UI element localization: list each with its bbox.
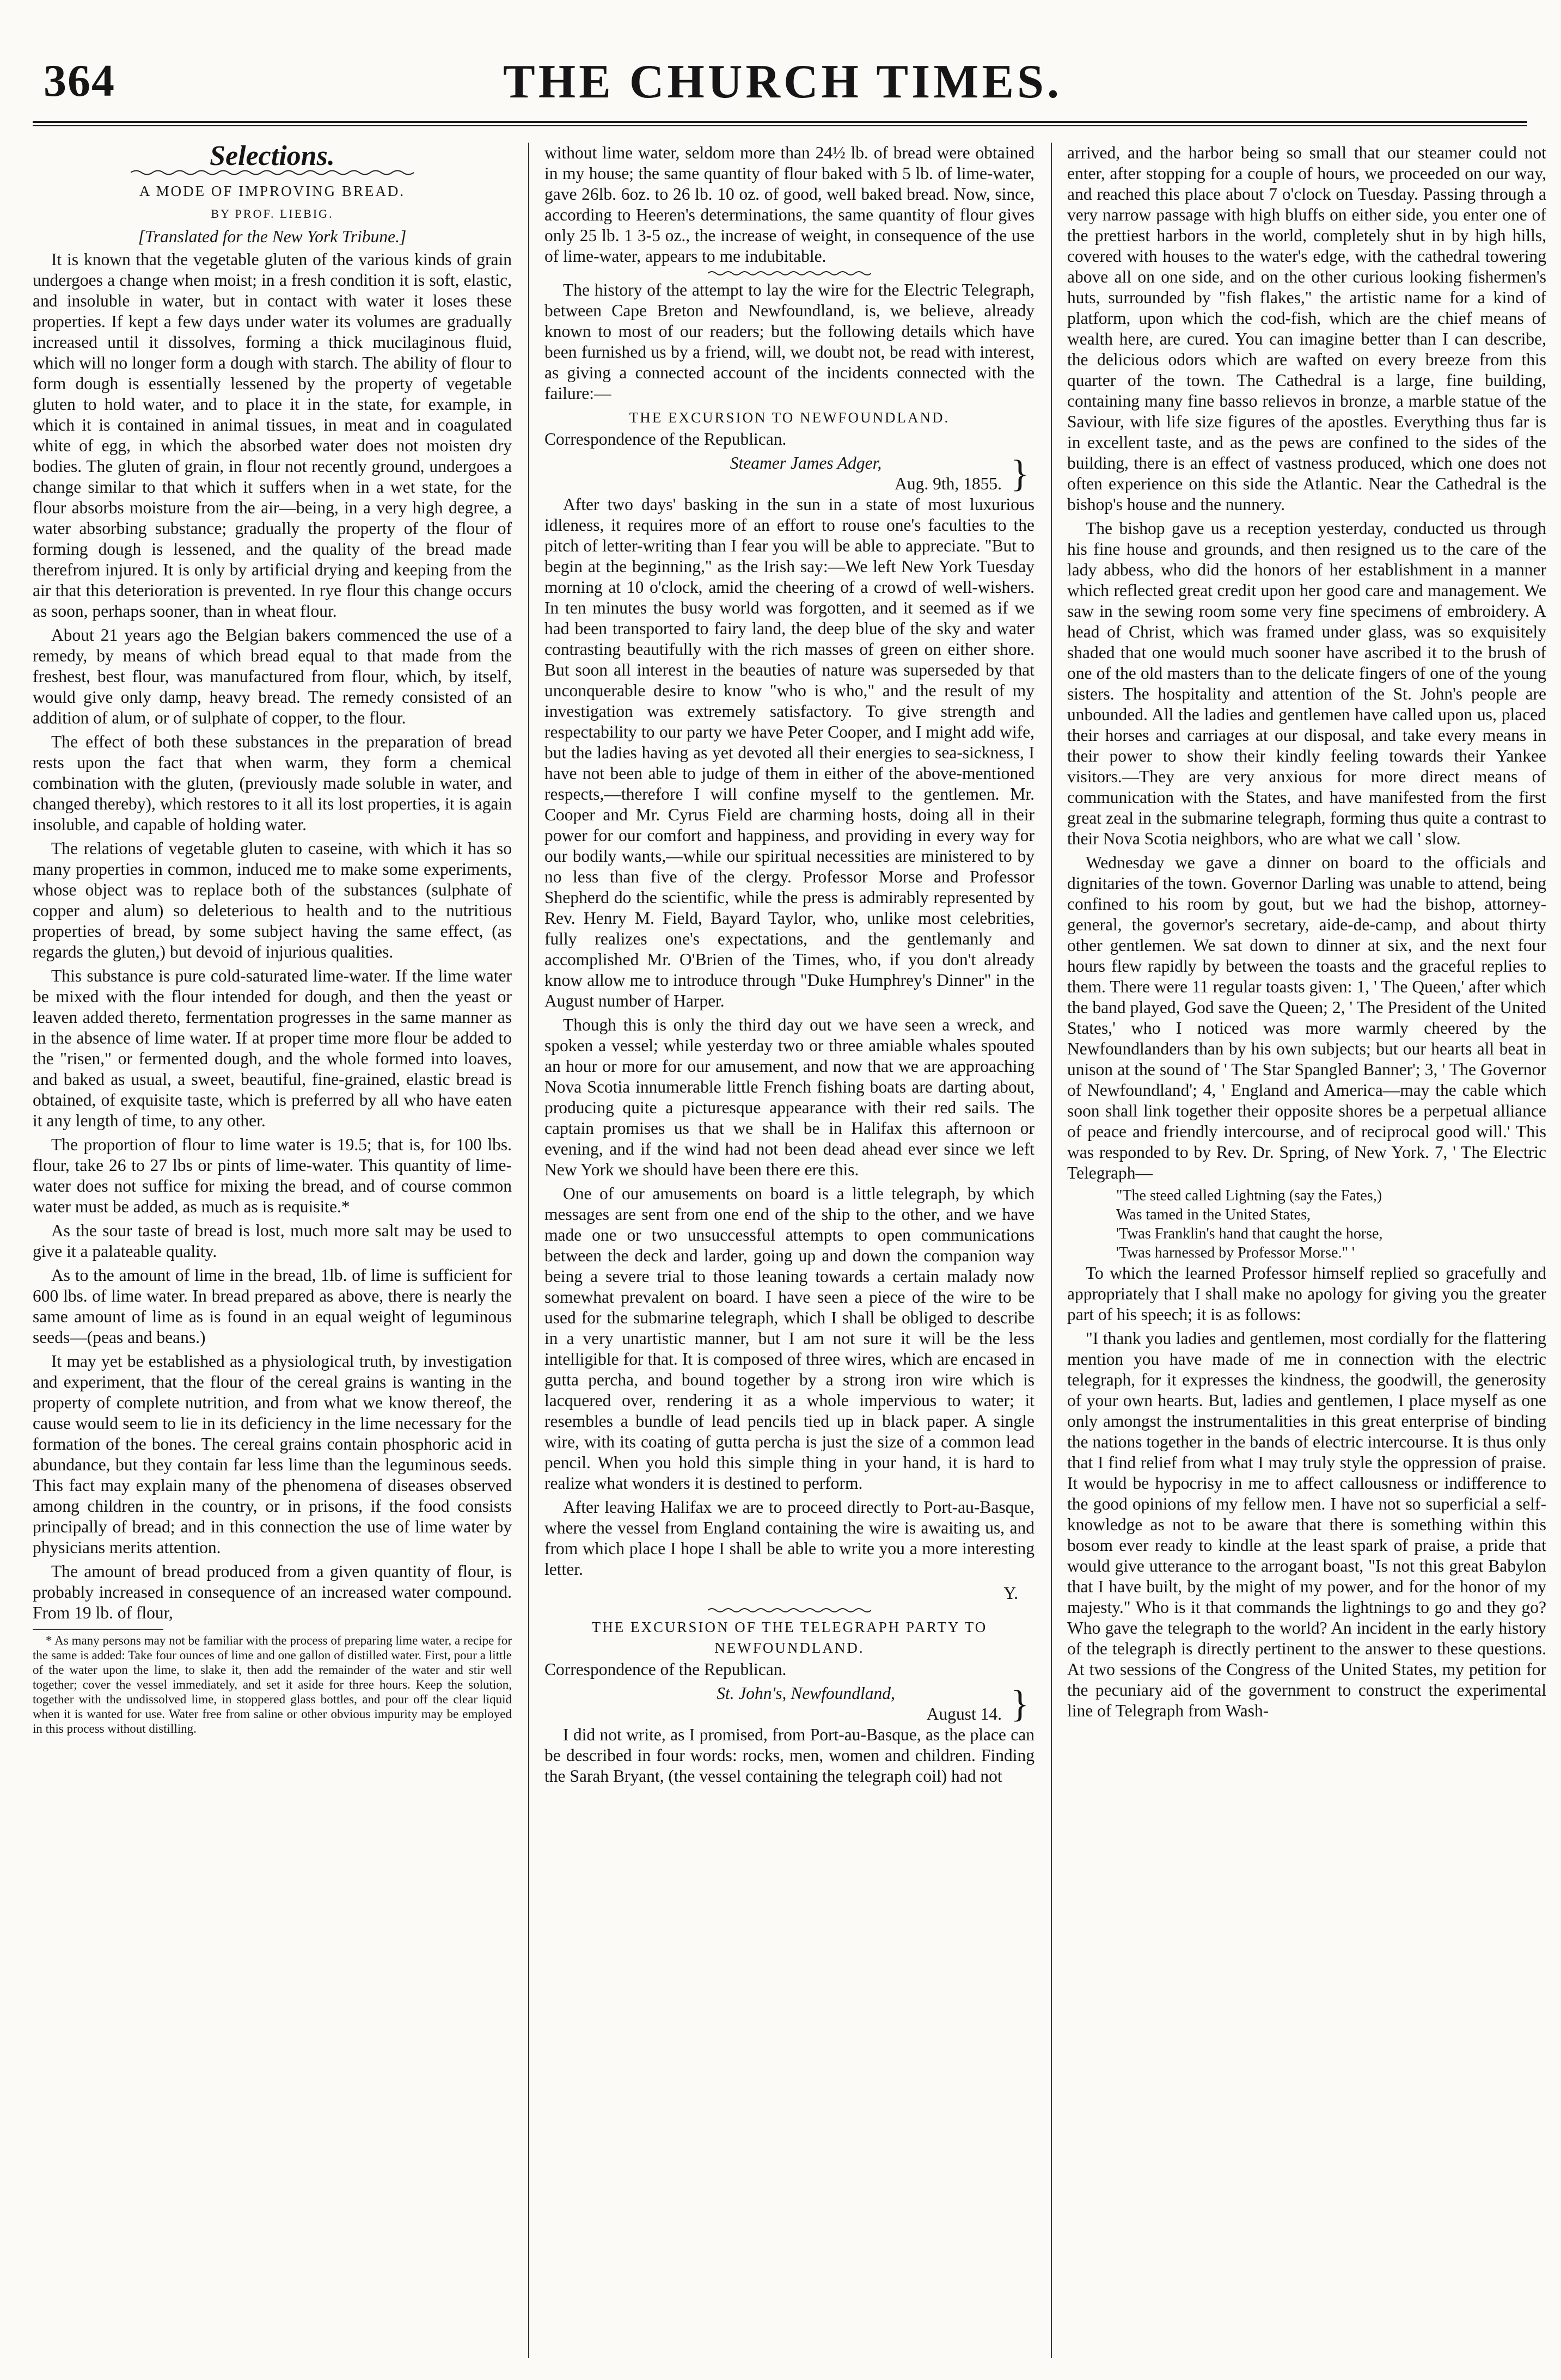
paragraph: One of our amusements on board is a little telegraph, by which messages are sent from one end of the ship to the other, and we have made one or two unsuccessful attempts to open communications between the deck and larder, going up and down the companion way being a severe trial to those leaning towards a certain malady now somewhat prevalent on board. I have seen a piece of the wire to be used for the submarine telegraph, which I shall be obliged to describe in a very unartistic manner, but I am not sure it will be the less intelligible for that. It is composed of three wires, which are encased in gutta percha, and bound together by a strong iron wire which is lacquered over, rendering it as a whole impervious to water; it resembles a bundle of lead pencils tied up in black paper. A single wire, with its coating of gutta percha is just the size of a common lead pencil. When you hold this simple thing in your hand, it is hard to realize what wonders it is destined to perform.: [544, 1184, 1034, 1493]
paragraph: The relations of vegetable gluten to caseine, with which it has so many properties in common, induced me to make some experiments, whose object was to replace both of the substances (sulphate of copper and alum) so deleterious to health and to the nutritious properties of bread, by some subject having the same effect, (as regards the gluten,) but devoid of injurious qualities.: [33, 839, 512, 961]
dateline-place: Steamer James Adger,: [730, 453, 882, 473]
poem-line: 'Twas harnessed by Professor Morse." ': [1116, 1244, 1355, 1261]
dateline-date: Aug. 9th, 1855.: [895, 474, 1002, 493]
poem-line: 'Twas Franklin's hand that caught the horse,: [1116, 1225, 1383, 1242]
section-heading: Selections.: [210, 143, 335, 171]
masthead: [22, 54, 1544, 114]
paragraph: "I thank you ladies and gentlemen, most cordially for the flattering mention you have made of me in connection with the electric telegraph, for it expresses the kindness, the goodwill, the generosity of your own hearts. But, ladies and gentlemen, I place myself as one only amongst the instrumentalities in this great enterprise of binding the nations together in the bands of electric intercourse. It is thus only that I find relief from what I may truly style the oppression of praise. It would be hypocrisy in me to affect callousness or indifference to the good opinions of my fellow men. I have not so superficial a self-knowledge as not to be aware that there is something within this bosom ever ready to kindle at the least spark of praise, a pride that would give utterance to the arrogant boast, "Is not this great Babylon that I have built, by the might of my power, and for the honor of my majesty." Who is it that commands the lightnings to go and they go? Who gave the telegraph to the world? An incident in the early history of the telegraph is directly pertinent to the answer to these questions. At two sessions of the Congress of the United States, my petition for the pecuniary aid of the government to construct the experimental line of Telegraph from Wash-: [1067, 1329, 1546, 1720]
paragraph: Wednesday we gave a dinner on board to the officials and dignitaries of the town. Governor Darling was unable to attend, being confined to his room by gout, but we had the bishop, attorney-general, the governor's secretary, aide-de-camp, and about thirty other gentlemen. We sat down to dinner at six, and the next four hours flew rapidly by between the toasts and the graceful replies to them. There were 11 regular toasts given: 1, ' The Queen,' after which the band played, God save the Queen; 2, ' The President of the United States,' who I noticed was more warmly cheered by the Newfoundlanders than by his own subjects; but our hearts all beat in unison at the sound of ' The Star Spangled Banner'; 3, ' The Governor of Newfoundland'; 4, ' England and America—may the cable which soon shall link together their opposite shores be a perpetual alliance of peace and friendly intercourse, and of reciprocal good will.' This was responded to by Rev. Dr. Spring, of New York. 7, ' The Electric Telegraph—: [1067, 853, 1546, 1182]
wavy-rule: [708, 270, 871, 277]
paragraph: To which the learned Professor himself replied so gracefully and appropriately that I shall make no apology for giving you the greater part of his speech; it is as follows:: [1067, 1263, 1546, 1324]
paragraph: As the sour taste of bread is lost, much more salt may be used to give it a palateable quality.: [33, 1221, 512, 1261]
dateline: [544, 453, 1034, 494]
masthead-rule-thin: [33, 125, 1527, 126]
page-number: 364: [44, 56, 115, 106]
correspondence-line: Correspondence of the Republican.: [544, 1660, 787, 1679]
column-divider: [1051, 143, 1052, 2358]
footnote-rule: [33, 1629, 163, 1630]
paragraph: After leaving Halifax we are to proceed directly to Port-au-Basque, where the vessel from England containing the wire is awaiting us, and from which place I hope I shall be able to write you a more interesting letter.: [544, 1498, 1034, 1579]
dateline: [544, 1683, 1034, 1725]
correspondence-line: Correspondence of the Republican.: [544, 430, 787, 449]
article-title: THE EXCURSION OF THE TELEGRAPH PARTY TO NEWFOUNDLAND.: [591, 1619, 988, 1656]
byline: BY PROF. LIEBIG.: [211, 207, 334, 220]
translation-note: [Translated for the New York Tribune.]: [138, 227, 407, 246]
paragraph: It is known that the vegetable gluten of the various kinds of grain undergoes a change when moist; in a fresh condition it is soft, elastic, and insoluble in water, but in contact with water it loses these properties. If kept a few days under water its volumes are gradually increased until it dissolves, forming a thick mucilaginous fluid, which will no longer form a dough with starch. The ability of flour to form dough is essentially lessened by the property of vegetable gluten to hold water, and to place it in the state, for example, in which it is contained in animal tissues, in meat and in coagulated white of egg, in which the absorbed water does not moisten dry bodies. The gluten of grain, in flour not recently ground, undergoes a change similar to that which it suffers when in a wet state, for the flour absorbs moisture from the air—being, in a very high degree, a water absorbing substance; gradually the property of the flour of forming dough is lessened, and the quality of the bread made therefrom injured. It is only by artificial drying and keeping from the air that this deterioration is prevented. In rye flour this change occurs as soon, perhaps sooner, than in wheat flour.: [33, 250, 512, 621]
wavy-rule: [708, 1607, 871, 1614]
column-1: [33, 143, 512, 2358]
paragraph: After two days' basking in the sun in a state of most luxurious idleness, it requires more of an effort to rouse one's faculties to the pitch of letter-writing than I fear you will be able to appreciate. "But to begin at the beginning," as the Irish say:—We left New York Tuesday morning at 10 o'clock, amid the cheering of a crowd of well-wishers. In ten minutes the busy world was forgotten, and it seemed as if we had been transported to fairy land, the deep blue of the sky and water contrasting beautifully with the rich masses of green on either shore. But soon all interest in the beauties of nature was superseded by that unconquerable desire to know "who is who," and the result of my investigation was extremely satisfactory. To give strength and respectability to our party we have Peter Cooper, and I might add wife, but the ladies having as yet devoted all their energies to sea-sickness, I have not been able to judge of them in either of the above-mentioned respects,—therefore I will confine myself to the gentlemen. Mr. Cooper and Mr. Cyrus Field are charming hosts, doing all in their power for our comfort and happiness, and providing in every way for our bodily wants,—while our spiritual necessities are ministered to by no less than five of the clergy. Professor Morse and Professor Shepherd do the scientific, while the press is admirably represented by Rev. Henry M. Field, Bayard Taylor, who, unlike most celebrities, fully realizes one's expectations, and the gentlemanly and accomplished Mr. O'Brien of the Times, who, if you don't already know allow me to introduce through "Duke Humphrey's Dinner" in the August number of Harper.: [544, 495, 1034, 1010]
paragraph: The amount of bread produced from a given quantity of flour, is probably increased in consequence of an increased water compound. From 19 lb. of flour,: [33, 1562, 512, 1622]
paragraph: About 21 years ago the Belgian bakers commenced the use of a remedy, by means of which bread equal to that made from the freshest, best flour, was manufactured from flour, which, by itself, would give only damp, heavy bread. The remedy consisted of an addition of alum, or of sulphate of copper, to the flour.: [33, 625, 512, 727]
paragraph: Though this is only the third day out we have seen a wreck, and spoken a vessel; while yesterday two or three amiable whales spouted an hour or more for our amusement, and now that we are approaching Nova Scotia innumerable little French fishing boats are darting about, producing quite a picturesque appearance with their red sails. The captain promises us that we shall be in Halifax this afternoon or evening, and if the wind had not been dead ahead ever since we left New York we should have been there ere this.: [544, 1015, 1034, 1179]
poem-line: "The steed called Lightning (say the Fates,): [1116, 1187, 1382, 1204]
masthead-rule: [33, 121, 1527, 123]
paragraph: arrived, and the harbor being so small that our steamer could not enter, after stopping for a couple of hours, we proceeded on our way, and reached this place about 7 o'clock on Tuesday. Passing through a very narrow passage with high bluffs on either side, you enter one of the prettiest harbors in the world, completely shut in by high hills, covered with houses to the water's edge, with the cathedral towering above all on one side, and on the other curious looking fishermen's huts, surrounded by "fish flakes," the artistic name for a kind of platform, upon which the cod-fish, which are the chief means of wealth here, are cured. You can imagine better than I can describe, the delicious odors which are wafted on every breeze from this quarter of the town. The Cathedral is a large, fine building, containing many fine basso relievos in bronze, a marble statue of the Saviour, with life size figures of the apostles. Everything thus far is in excellent taste, and as the pews are confined to the sides of the building, there is an effect of vastness produced, which one does not often experience on this side the Atlantic. Near the Cathedral is the bishop's house and the nunnery.: [1067, 143, 1546, 514]
footnote: * As many persons may not be familiar with the process of preparing lime water, a recipe for the same is added: Take four ounces of lime and one gallon of distilled water. First, pour a little of the water upon the lime, to slake it, then add the remainder of the water and stir well together; cover the vessel immediately, and set it aside for three hours. Keep the solution, together with the undissolved lime, in stoppered glass bottles, and pour off the clear liquid when it is wanted for use. Water free from saline or other obvious impurity may be employed in this process without distilling.: [33, 1634, 512, 1735]
newspaper-title: THE CHURCH TIMES.: [503, 56, 1062, 108]
column-3: [1067, 143, 1546, 2358]
dateline-date: August 14.: [926, 1704, 1002, 1723]
dateline-place: St. John's, Newfoundland,: [717, 1684, 895, 1703]
column-2: [544, 143, 1034, 2358]
paragraph: It may yet be established as a physiological truth, by investigation and experiment, that the flour of the cereal grains is wanting in the property of complete nutrition, and from what we know thereof, the cause would seem to lie in its deficiency in the lime necessary for the formation of the bones. The cereal grains contain phosphoric acid in abundance, but they contain far less lime than the leguminous seeds. This fact may explain many of the phenomena of diseases observed among children in the country, or in prisons, if the food consists principally of bread; and in this connection the use of lime water by physicians merits attention.: [33, 1352, 512, 1557]
paragraph: I did not write, as I promised, from Port-au-Basque, as the place can be described in four words: rocks, men, women and children. Finding the Sarah Bryant, (the vessel containing the telegraph coil) had not: [544, 1725, 1034, 1786]
poem-line: Was tamed in the United States,: [1116, 1206, 1311, 1223]
article-title: THE EXCURSION TO NEWFOUNDLAND.: [629, 409, 950, 426]
paragraph: The effect of both these substances in the preparation of bread rests upon the fact that when warm, they form a chemical combination with the gluten, (previously made soluble in water, and changed thereby), which restores to it all its lost properties, it is again insoluble, and capable of holding water.: [33, 732, 512, 834]
signature: Y.: [1003, 1584, 1018, 1603]
paragraph: without lime water, seldom more than 24½ lb. of bread were obtained in my house; the same quantity of flour baked with 5 lb. of lime-water, gave 26lb. 6oz. to 26 lb. 10 oz. of good, well baked bread. Now, since, according to Heeren's determinations, the same quantity of flour gives only 25 lb. 1 3-5 oz., the increase of weight, in consequence of the use of lime-water, appears to me indubitable.: [544, 143, 1034, 266]
paragraph: The proportion of flour to lime water is 19.5; that is, for 100 lbs. flour, take 26 to 27 lbs or pints of lime-water. This quantity of lime-water does not suffice for mixing the bread, and of course common water must be added, as much as is requisite.*: [33, 1135, 512, 1216]
article-title: A MODE OF IMPROVING BREAD.: [139, 183, 406, 199]
column-divider: [528, 143, 529, 2358]
paragraph: The history of the attempt to lay the wire for the Electric Telegraph, between Cape Breton and Newfoundland, is, we believe, already known to most of our readers; but the following details which have been furnished us by a friend, will, we doubt not, be read with interest, as giving a connected account of the incidents connected with the failure:—: [544, 280, 1034, 403]
paragraph: As to the amount of lime in the bread, 1lb. of lime is sufficient for 600 lbs. of lime water. In bread prepared as above, there is nearly the same amount of lime as is found in an equal weight of leguminous seeds—(peas and beans.): [33, 1266, 512, 1347]
paragraph: This substance is pure cold-saturated lime-water. If the lime water be mixed with the flour intended for dough, and then the yeast or leaven added thereto, fermentation progresses in the same manner as in the absence of lime water. If at proper time more flour be added to the "risen," or fermented dough, and the whole formed into loaves, and baked as usual, a sweet, beautiful, fine-grained, elastic bread is obtained, of exquisite taste, which is preferred by all who have eaten it any length of time, to any other.: [33, 966, 512, 1130]
brace-glyph: }: [1011, 453, 1029, 495]
brace-glyph: }: [1011, 1683, 1029, 1725]
paragraph: The bishop gave us a reception yesterday, conducted us through his fine house and grounds, and then resigned us to the care of the lady abbess, who did the honors of her establishment in a manner which reflected great credit upon her good care and management. We saw in the sewing room some very fine specimens of embroidery. A head of Christ, which was framed under glass, was so exquisitely shaded that one would much sooner have ascribed it to the brush of one of the old masters than to the delicate fingers of one of the young sisters. The hospitality and attention of the St. John's people are unbounded. All the ladies and gentlemen have called upon us, placed their horses and carriages at our disposal, and take every means in their power to show their kindly feeling towards their Yankee visitors.—They are very anxious for more direct means of communication with the States, and have manifested from the first great zeal in the submarine telegraph, forming thus quite a contrast to their Nova Scotia neighbors, who are what we call ' slow.: [1067, 519, 1546, 848]
